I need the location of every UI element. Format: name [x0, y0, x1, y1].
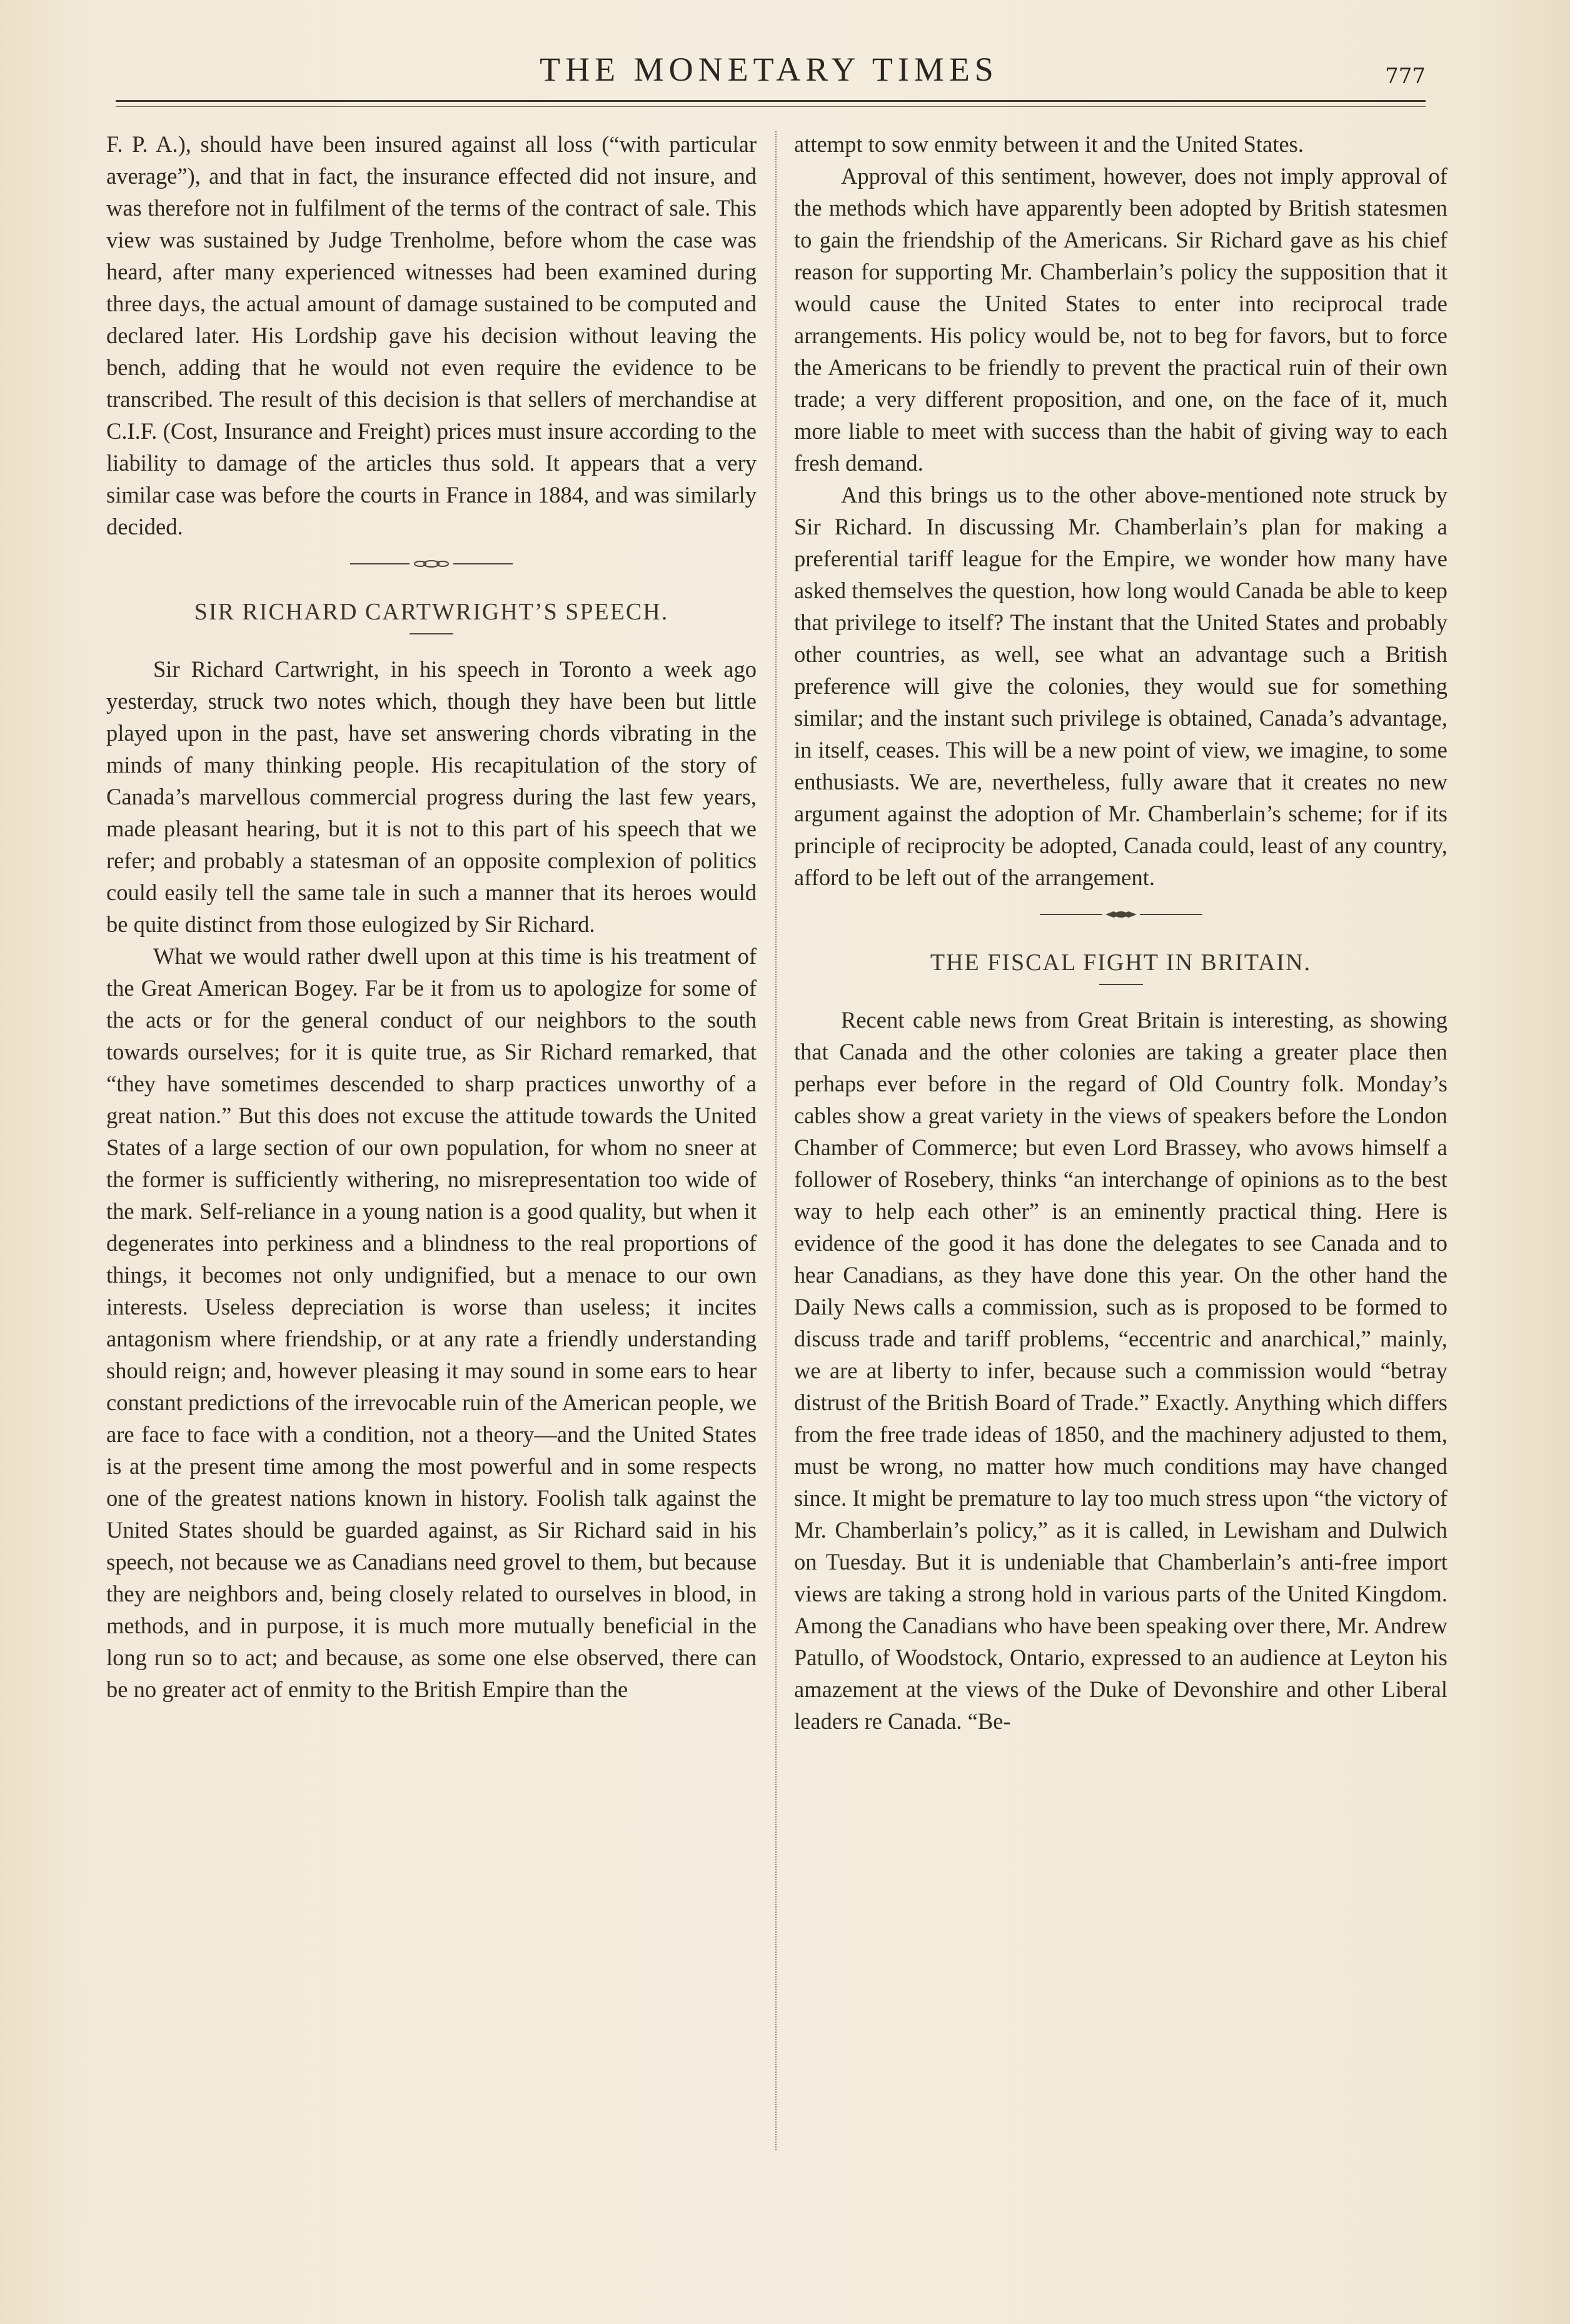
- article-paragraph: And this brings us to the other above-mentioned note struck by Sir Richard. In discussing Mr. Chamberlain’s plan for making a preferential tariff league for the Empire, we wonder how many have asked themselves the question, how long would Canada be able to keep that privilege to itself? The instant that the United States and probably other countries, as well, see what an advantage such a British preference will give the colonies, they would sue for something similar; and the instant such privilege is obtained, Canada’s advantage, in itself, ceases. This will be a new point of view, we imagine, to some enthusiasts. We are, nevertheless, fully aware that it creates no new argument against the adoption of Mr. Chamberlain’s scheme; for if its principle of reciprocity be adopted, Canada could, least of any country, afford to be left out of the arrangement.: [794, 482, 1447, 890]
- article-paragraph: Recent cable news from Great Britain is interesting, as showing that Canada and the other colonies are taking a greater place then perhaps ever before in the regard of Old Country folk. Monday’s cables show a great variety in the views of speakers before the London Chamber of Commerce; but even Lord Brassey, who avows himself a follower of Rosebery, thinks “an interchange of opinions as to the best way to help each other” is an eminently practical thing. Here is evidence of the good it has done the delegates to see Canada and to hear Canadians, as they have done this year. On the other hand the Daily News calls a commission, such as is proposed to be formed to discuss trade and tariff problems, “eccentric and anarchical,” mainly, we are at liberty to infer, because such a commission would “betray distrust of the British Board of Trade.” Exactly. Anything which differs from the free trade ideas of 1850, and the machinery adjusted to them, must be wrong, no matter how much conditions may have changed since. It might be premature to lay too much stress upon “the victory of Mr. Chamberlain’s policy,” as it is called, in Lewisham and Dulwich on Tuesday. But it is undeniable that Chamberlain’s anti-free import views are taking a strong hold in various parts of the United Kingdom. Among the Canadians who have been speaking over there, Mr. Andrew Patullo, of Woodstock, Ontario, expressed to an audience at Leyton his amazement at the views of the Duke of Devonshire and other Liberal leaders re Canada. “Be-: [794, 1007, 1447, 1734]
- masthead-title: THE MONETARY TIMES: [540, 51, 999, 88]
- left-column: [106, 128, 757, 1705]
- section-ornament: [1040, 909, 1202, 919]
- right-column: [794, 128, 1447, 1737]
- continued-paragraph: attempt to sow enmity between it and the United States.: [794, 131, 1304, 157]
- page-number: 777: [1385, 64, 1426, 89]
- article-paragraph: What we would rather dwell upon at this time is his treatment of the Great American Bogey. Far be it from us to apologize for some of the acts or for the general conduct of our neighbors to the south towards ourselves; for it is quite true, as Sir Richard remarked, that “they have sometimes descended to sharp practices unworthy of a great nation.” But this does not excuse the attitude towards the United States of a large section of our own population, for whom no sneer at the former is sufficiently withering, no misrepresentation too wide of the mark. Self-reliance in a young nation is a good quality, but when it degenerates into perkiness and a blindness to the real proportions of things, it becomes not only undignified, but a menace to our own interests. Useless depreciation is worse than useless; it incites antagonism where friendship, or at any rate a friendly understanding should reign; and, however pleasing it may sound in some ears to hear constant predictions of the irrevocable ruin of the American people, we are face to face with a condition, not a theory—and the United States is at the present time among the most powerful and in some respects one of the greatest nations known in history. Foolish talk against the United States should be guarded against, as Sir Richard said in his speech, not because we as Canadians need grovel to them, but because they are neighbors and, being closely related to ourselves in blood, in methods, and in purpose, it is much more mutually beneficial in the long run so to act; and because, as some one else observed, there can be no greater act of enmity to the British Empire than the: [106, 943, 757, 1702]
- section-title-fiscal-fight: THE FISCAL FIGHT IN BRITAIN.: [930, 949, 1312, 976]
- title-rule: [1099, 984, 1143, 985]
- title-rule: [410, 633, 453, 634]
- header-rule-thin: [116, 106, 1426, 107]
- article-paragraph: Sir Richard Cartwright, in his speech in Toronto a week ago yesterday, struck two notes which, though they have been but little played upon in the past, have set answering chords vibrating in the minds of many thinking people. His recapitulation of the story of Canada’s marvellous commercial progress during the last few years, made pleasant hearing, but it is not to this part of his speech that we refer; and probably a statesman of an opposite complexion of politics could easily tell the same tale in such a manner that its heroes would be quite distinct from those eulogized by Sir Richard.: [106, 656, 757, 937]
- continued-paragraph: F. P. A.), should have been insured against all loss (“with particular average”), and that in fact, the insurance effected did not insure, and was therefore not in fulfilment of the terms of the contract of sale. This view was sustained by Judge Trenholme, before whom the case was heard, after many experienced witnesses had been examined during three days, the actual amount of damage sustained to be computed and declared later. His Lordship gave his decision without leaving the bench, adding that he would not even require the evidence to be transcribed. The result of this decision is that sellers of merchandise at C.I.F. (Cost, Insurance and Freight) prices must insure according to the liability to damage of the articles thus sold. It appears that a very similar case was before the courts in France in 1884, and was similarly decided.: [106, 131, 757, 539]
- page-header: [113, 50, 1426, 94]
- section-title-cartwright: SIR RICHARD CARTWRIGHT’S SPEECH.: [194, 599, 669, 625]
- section-ornament: [350, 559, 513, 569]
- article-paragraph: Approval of this sentiment, however, does not imply approval of the methods which have apparently been adopted by British statesmen to gain the friendship of the Americans. Sir Richard gave as his chief reason for supporting Mr. Chamberlain’s policy the supposition that it would cause the United States to enter into reciprocal trade arrangements. His policy would be, not to beg for favors, but to force the Americans to be friendly to prevent the practical ruin of their own trade; a very different proposition, and one, on the face of it, much more liable to meet with success than the habit of giving way to each fresh demand.: [794, 163, 1447, 476]
- header-rule: [116, 100, 1426, 102]
- column-divider: [775, 131, 777, 2150]
